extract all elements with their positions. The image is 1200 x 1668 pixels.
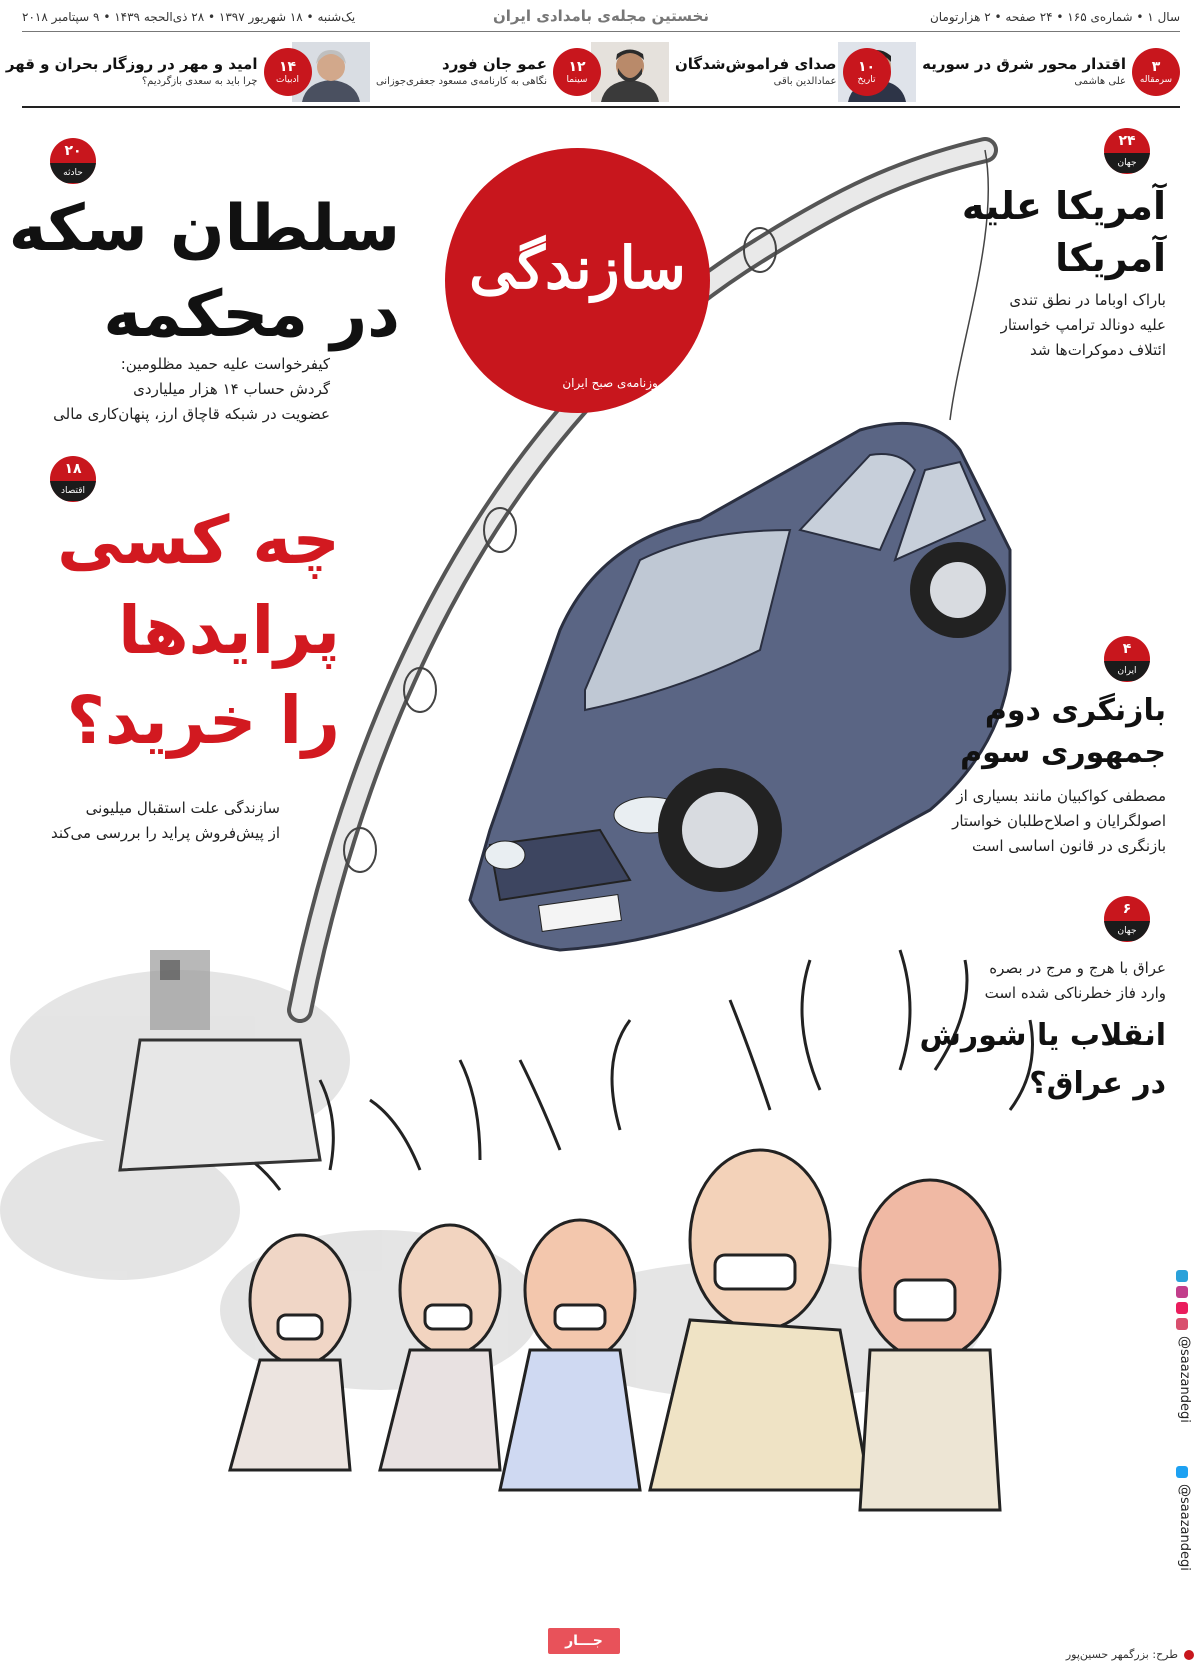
section-badge-america: ۲۴ جهان [1104,128,1150,174]
teaser-text [675,54,837,90]
headline-republic[interactable]: بازنگری دوم جمهوری سوم [960,693,1166,770]
social-handle-top[interactable]: @saazandegi [1177,1336,1192,1423]
teaser-text [6,54,258,90]
teaser-page-badge: ۱۴ ادبیات [264,48,312,96]
teaser-page-badge: ۳ سرمقاله [1132,48,1180,96]
story-body-coin: کیفرخواست علیه حمید مظلومین: گردش حساب ۱۴ هزار میلیاردی عضویت در شبکه قاچاق ارز، پنهان‌کاری مالی [53,355,330,423]
credit-dot-icon [1184,1650,1194,1660]
story-body-america: باراک اوباما در نطق تندی علیه دونالد ترامپ خواستار ائتلاف دموکرات‌ها شد [1000,291,1166,359]
issue-date: یک‌شنبه • ۱۸ شهریور ۱۳۹۷ • ۲۸ ذی‌الحجه ۱۴۳۹ • ۹ سپتامبر ۲۰۱۸ [22,10,356,24]
teaser-strip [5,36,1180,108]
social-links [1172,1270,1196,1590]
section-badge-iraq: ۶ جهان [1104,896,1150,942]
teaser-item[interactable] [5,36,312,108]
illustration-credit: طرح: بزرگمهر حسین‌پور [1065,1648,1178,1661]
teaser-author: نگاهی به کارنامه‌ی مسعود جعفری‌جوزانی [375,76,547,87]
instagram-icon[interactable] [1176,1318,1188,1330]
section-badge-republic: ۴ ایران [1104,636,1150,682]
teaser-page-badge: ۱۲ سینما [553,48,601,96]
teaser-item[interactable] [601,36,891,108]
teaser-item[interactable] [891,36,1181,108]
section-badge-coin: ۲۰ حادثه [50,138,96,184]
story-body-pride: سازندگی علت استقبال میلیونی از پیش‌فروش پراید را بررسی می‌کند [51,799,280,842]
story-body-iraq: عراق با هرج و مرج در بصره وارد فاز خطرناکی شده است [984,959,1166,1002]
teaser-item[interactable] [312,36,602,108]
paper-slogan: نخستین مجله‌ی بامدادی ایران [492,7,710,25]
logo-name: سازندگی [469,234,686,302]
aparat-icon[interactable] [1176,1302,1188,1314]
headline-iraq[interactable]: انقلاب یا شورش در عراق؟ [919,1018,1166,1101]
story-body-republic: مصطفی کواکبیان مانند بسیاری از اصولگرایان و اصلاح‌طلبان خواستار بازنگری در قانون اساسی است [952,787,1166,855]
issue-info: سال ۱ • شماره‌ی ۱۶۵ • ۲۴ صفحه • ۲ هزارتومان [929,10,1180,24]
meta-bar [22,4,1180,32]
teaser-title: اقتدار محور شرق در سوریه [922,55,1126,73]
logo [445,148,710,413]
headline-pride[interactable]: چه کسی پرایدها را خرید؟ [57,502,340,759]
headline-coin-sultan[interactable]: سلطان سکه در محکمه [8,192,400,352]
teaser-title: عمو جان فورد [442,55,547,73]
social-handle-bottom[interactable]: @saazandegi [1177,1484,1192,1571]
telegram-icon[interactable] [1176,1270,1188,1282]
teaser-page-badge: ۱۰ تاریخ [843,48,891,96]
teaser-text [922,54,1126,90]
headline-america[interactable]: آمریکا علیه آمریکا [961,184,1166,280]
instagram-icon[interactable] [1176,1286,1188,1298]
section-badge-pride: ۱۸ اقتصاد [50,456,96,502]
logo-tagline: روزنامه‌ی صبح ایران [562,376,664,390]
teaser-author: علی هاشمی [1074,76,1126,87]
teaser-author: چرا باید به سعدی بازگردیم؟ [141,76,258,87]
teaser-text [376,54,547,90]
portrait-beard-icon [591,42,669,102]
twitter-icon[interactable] [1176,1466,1188,1478]
teaser-title: امید و مهر در روزگار بحران و قهر [5,55,258,73]
teaser-author: عمادالدین باقی [773,76,837,87]
jaar-label: جـــار [548,1628,620,1654]
teaser-title: صدای فراموش‌شدگان [674,55,837,73]
